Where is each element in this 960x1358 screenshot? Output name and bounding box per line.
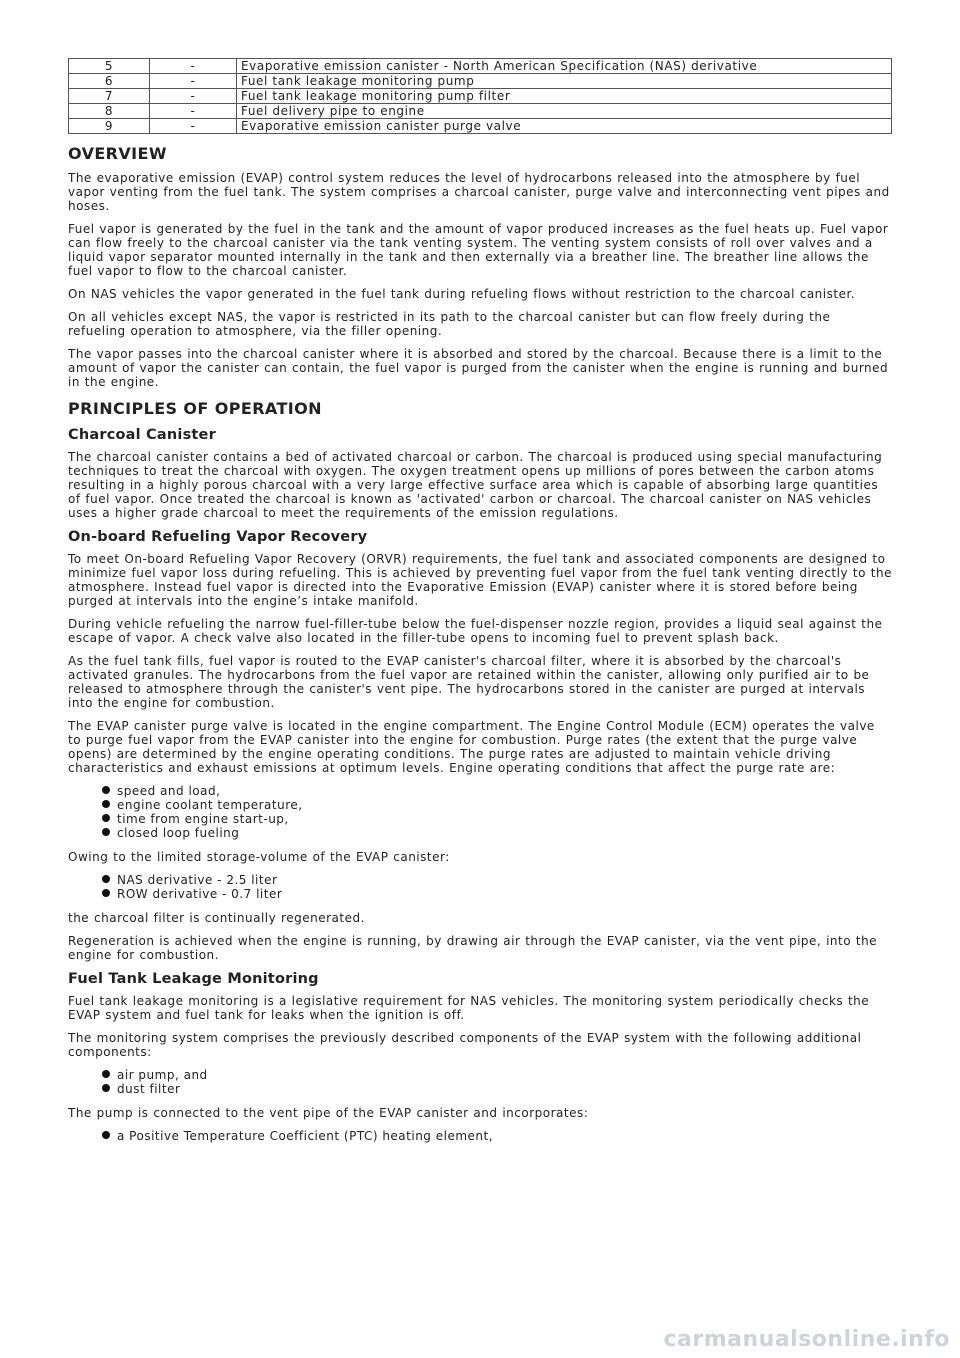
pump-components-list (68, 1129, 892, 1143)
table-row (69, 119, 892, 134)
table-row (69, 104, 892, 119)
paragraph: Regeneration is achieved when the engine is running, by drawing air through the EVAP canister, via the vent pipe, into the engine for combustion. (68, 934, 878, 962)
part-number: 6 (69, 74, 150, 89)
list-item: closed loop fueling (102, 826, 892, 840)
bullet-icon (102, 1084, 110, 1092)
table-row (69, 89, 892, 104)
list-item: air pump, and (102, 1068, 892, 1082)
charcoal-canister-heading: Charcoal Canister (68, 427, 216, 443)
paragraph: During vehicle refueling the narrow fuel-filler-tube below the fuel-dispenser nozzle region, provides a liquid seal against the escape of vapor. A check valve also located in the filler-tube opens to incoming fuel to prevent splash back. (68, 617, 883, 645)
paragraph: The evaporative emission (EVAP) control system reduces the level of hydrocarbons released into the atmosphere by fuel vapor venting from the fuel tank. The system comprises a charcoal canister, purge valve and interconnecting vent pipes and hoses. (68, 171, 890, 213)
paragraph: the charcoal filter is continually regenerated. (68, 911, 365, 925)
paragraph: The charcoal canister contains a bed of activated charcoal or carbon. The charcoal is produced using special manufacturing techniques to treat the charcoal with oxygen. The oxygen treatment opens up millions of pores between the carbon atoms resulting in a highly porous charcoal with a very large effective surface area which is capable of absorbing large quantities of fuel vapor. Once treated the charcoal is known as 'activated' carbon or charcoal. The charcoal canister on NAS vehicles uses a higher grade charcoal to meet the requirements of the emission regulations. (68, 450, 883, 520)
table-row (69, 59, 892, 74)
paragraph: As the fuel tank fills, fuel vapor is routed to the EVAP canister's charcoal filter, where it is absorbed by the charcoal's activated granules. The hydrocarbons from the fuel vapor are retained within the canister, allowing only purified air to be released to atmosphere through the canister's vent pipe. The hydrocarbons stored in the canister are purged at intervals into the engine for combustion. (68, 654, 870, 710)
list-item: dust filter (102, 1082, 892, 1096)
leakage-monitoring-heading: Fuel Tank Leakage Monitoring (68, 971, 319, 987)
part-description: Evaporative emission canister purge valve (237, 119, 892, 134)
bullet-icon (102, 875, 110, 883)
part-dash: - (150, 104, 237, 119)
paragraph: The EVAP canister purge valve is located in the engine compartment. The Engine Control Module (ECM) operates the valve to purge fuel vapor from the EVAP canister into the engine for combustion. Purge rates (the extent that the purge valve opens) are determined by the engine operating conditions. The purge rates are adjusted to maintain vehicle driving characteristics and exhaust emissions at optimum levels. Engine operating conditions that affect the purge rate are: (68, 719, 875, 775)
principles-heading: PRINCIPLES OF OPERATION (68, 399, 322, 418)
paragraph: Fuel tank leakage monitoring is a legislative requirement for NAS vehicles. The monitoring system periodically checks the EVAP system and fuel tank for leaks when the ignition is off. (68, 994, 870, 1022)
part-description: Fuel tank leakage monitoring pump filter (237, 89, 892, 104)
list-item: engine coolant temperature, (102, 798, 892, 812)
orvr-heading: On-board Refueling Vapor Recovery (68, 529, 368, 545)
purge-conditions-list (68, 784, 892, 840)
part-dash: - (150, 89, 237, 104)
bullet-icon (102, 1070, 110, 1078)
bullet-icon (102, 1131, 110, 1139)
part-dash: - (150, 74, 237, 89)
part-number: 5 (69, 59, 150, 74)
parts-table (68, 58, 892, 134)
manual-page (68, 58, 892, 1153)
bullet-icon (102, 786, 110, 794)
part-description: Evaporative emission canister - North American Specification (NAS) derivative (237, 59, 892, 74)
list-item: speed and load, (102, 784, 892, 798)
part-number: 7 (69, 89, 150, 104)
overview-heading: OVERVIEW (68, 144, 167, 163)
part-description: Fuel delivery pipe to engine (237, 104, 892, 119)
paragraph: On all vehicles except NAS, the vapor is restricted in its path to the charcoal canister but can flow freely during the refueling operation to atmosphere, via the filler opening. (68, 310, 831, 338)
paragraph: The vapor passes into the charcoal canister where it is absorbed and stored by the charcoal. Because there is a limit to the amount of vapor the canister can contain, the fuel vapor is purged from the canister when the engine is running and burned in the engine. (68, 347, 889, 389)
bullet-icon (102, 800, 110, 808)
table-row (69, 74, 892, 89)
list-item: time from engine start-up, (102, 812, 892, 826)
part-description: Fuel tank leakage monitoring pump (237, 74, 892, 89)
paragraph: Fuel vapor is generated by the fuel in the tank and the amount of vapor produced increases as the fuel heats up. Fuel vapor can flow freely to the charcoal canister via the tank venting system. The venting system consists of roll over valves and a liquid vapor separator mounted internally in the tank and then externally via a breather line. The breather line allows the fuel vapor to flow to the charcoal canister. (68, 222, 889, 278)
paragraph: To meet On-board Refueling Vapor Recovery (ORVR) requirements, the fuel tank and associated components are designed to minimize fuel vapor loss during refueling. This is achieved by preventing fuel vapor from the fuel tank venting directly to the atmosphere. Instead fuel vapor is directed into the Evaporative Emission (EVAP) canister where it is stored before being purged at intervals into the engine’s intake manifold. (68, 552, 892, 608)
paragraph: The pump is connected to the vent pipe of the EVAP canister and incorporates: (68, 1106, 589, 1120)
bullet-icon (102, 828, 110, 836)
paragraph: Owing to the limited storage-volume of the EVAP canister: (68, 850, 450, 864)
part-dash: - (150, 119, 237, 134)
list-item: NAS derivative - 2.5 liter (102, 873, 892, 887)
additional-components-list (68, 1068, 892, 1096)
paragraph: The monitoring system comprises the previously described components of the EVAP system with the following additional components: (68, 1031, 862, 1059)
list-item: ROW derivative - 0.7 liter (102, 887, 892, 901)
part-number: 8 (69, 104, 150, 119)
paragraph: On NAS vehicles the vapor generated in the fuel tank during refueling flows without restriction to the charcoal canister. (68, 287, 856, 301)
bullet-icon (102, 814, 110, 822)
watermark: carmanualsonline.info (663, 1327, 950, 1352)
part-dash: - (150, 59, 237, 74)
canister-volume-list (68, 873, 892, 901)
part-number: 9 (69, 119, 150, 134)
bullet-icon (102, 889, 110, 897)
list-item: a Positive Temperature Coefficient (PTC) heating element, (102, 1129, 892, 1143)
